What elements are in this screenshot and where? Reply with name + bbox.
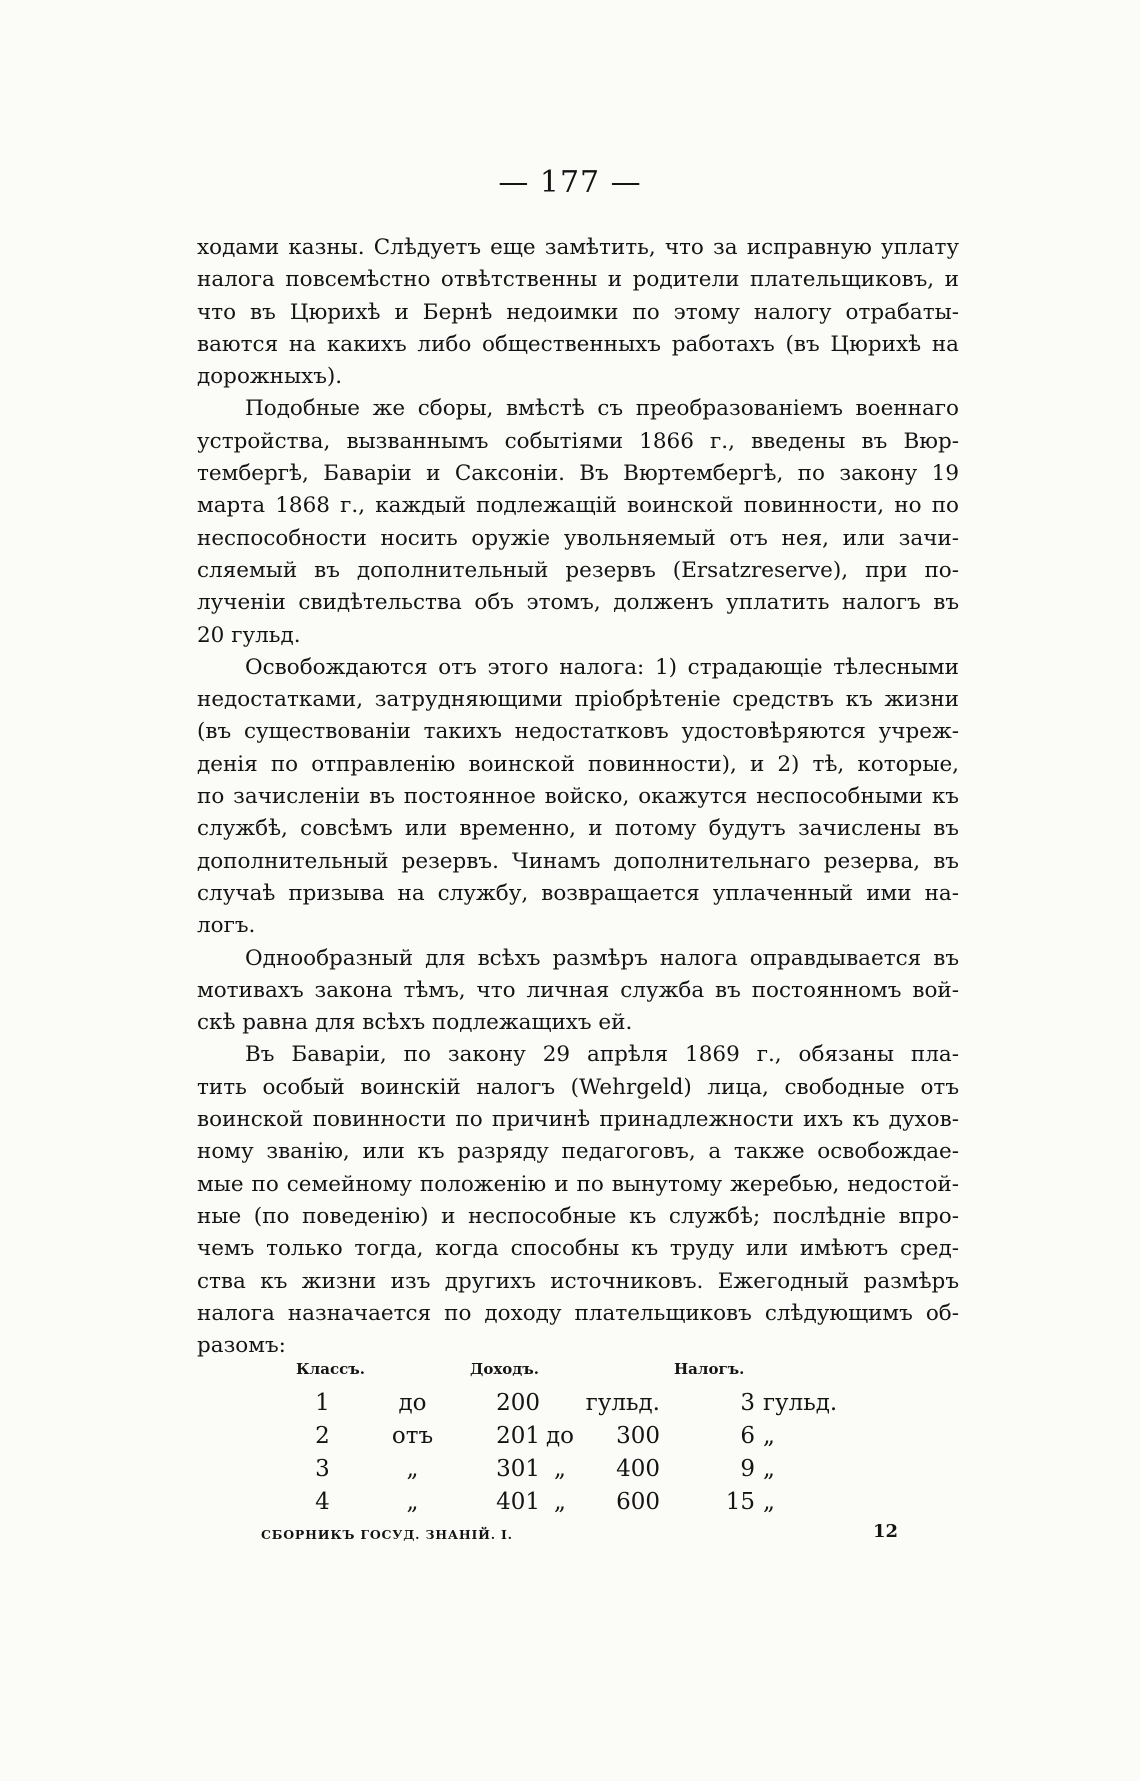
text-line: налога назначается по доходу плательщиковъ слѣдующимъ об- — [197, 1300, 959, 1326]
text-line: (въ существованіи такихъ недостатковъ удостовѣряются учреж- — [197, 719, 959, 745]
text-line: мые по семейному положенію и по вынутому жеребью, недостой- — [197, 1171, 959, 1197]
text-line: мотивахъ закона тѣмъ, что личная служба въ постоянномъ вой- — [197, 977, 959, 1003]
paragraph — [197, 232, 959, 393]
text-line: службѣ, совсѣмъ или временно, и потому будутъ зачислены въ — [197, 816, 959, 842]
text-line: недостатками, затрудняющими пріобрѣтеніе средствъ къ жизни — [197, 687, 959, 713]
income-to-cell: гульд. — [585, 1390, 660, 1416]
text-line: неспособности носить оружіе увольняемый отъ нея, или зачи- — [197, 525, 959, 551]
text-line: воинской повинности по причинѣ принадлежности ихъ къ духов- — [197, 1107, 959, 1133]
prefix-cell: отъ — [391, 1423, 434, 1449]
tax-cell: 6 — [740, 1423, 755, 1449]
class-header: Классъ. — [296, 1360, 365, 1378]
tax-table — [290, 1353, 853, 1519]
tax-cell: 3 — [740, 1390, 755, 1416]
signature-mark: СБОРНИКЪ ГОСУД. ЗНАНІЙ. I. — [261, 1527, 513, 1542]
tax-cell: 15 — [725, 1489, 755, 1515]
text-line: случаѣ призыва на службу, возвращается уплаченный ими на- — [197, 880, 959, 906]
unit-cell: „ — [763, 1456, 775, 1482]
class-cell: 2 — [315, 1423, 330, 1449]
table-row — [290, 1486, 853, 1519]
class-cell: 4 — [315, 1489, 330, 1515]
page-number: — 177 — — [498, 165, 642, 200]
text-line: дополнительный резервъ. Чинамъ дополнительнаго резерва, въ — [197, 848, 959, 874]
text-line: ваются на какихъ либо общественныхъ работахъ (въ Цюрихѣ на — [197, 331, 959, 357]
income-from-cell: 301 — [496, 1456, 540, 1482]
paragraph — [197, 943, 959, 1040]
text-line: чемъ только тогда, когда способны къ труду или имѣютъ сред- — [197, 1236, 959, 1262]
class-cell: 1 — [315, 1390, 330, 1416]
text-line: разомъ: — [197, 1333, 286, 1359]
text-line: ному званію, или къ разряду педагоговъ, а также освобождае- — [197, 1139, 959, 1165]
text-line: по зачисленіи въ постоянное войско, окажутся неспособными къ — [197, 784, 959, 810]
income-to-cell: 400 — [616, 1456, 660, 1482]
table-row — [290, 1420, 853, 1453]
text-line: Однообразный для всѣхъ размѣръ налога оправдывается въ — [245, 945, 959, 971]
text-line: денія по отправленію воинской повинности), и 2) тѣ, которые, — [197, 751, 959, 777]
unit-cell: „ — [763, 1423, 775, 1449]
text-line: устройства, вызваннымъ событіями 1866 г., введены въ Вюр- — [197, 428, 959, 454]
range-connector-cell: „ — [554, 1489, 566, 1515]
text-line: дорожныхъ). — [197, 364, 343, 390]
table-row — [290, 1453, 853, 1486]
text-line: марта 1868 г., каждый подлежащій воинской повинности, но по — [197, 493, 959, 519]
text-line: 20 гульд. — [197, 622, 301, 648]
range-connector-cell — [540, 1387, 580, 1420]
sheet-number: 12 — [873, 1521, 899, 1542]
table-header-row — [290, 1353, 853, 1387]
text-line: налога повсемѣстно отвѣтственны и родители плательщиковъ, и — [197, 267, 959, 293]
text-line: сляемый въ дополнительный резервъ (Ersatzreserve), при по- — [197, 557, 959, 583]
paragraph — [197, 393, 959, 651]
range-connector-cell: до — [545, 1423, 574, 1449]
text-line: скѣ равна для всѣхъ подлежащихъ ей. — [197, 1010, 633, 1036]
text-line: Въ Баваріи, по закону 29 апрѣля 1869 г., обязаны пла- — [245, 1042, 959, 1068]
income-to-cell: 300 — [616, 1423, 660, 1449]
income-to-cell: 600 — [616, 1489, 660, 1515]
income-from-cell: 200 — [496, 1390, 540, 1416]
prefix-cell: „ — [406, 1489, 419, 1515]
tax-cell: 9 — [740, 1456, 755, 1482]
unit-cell: „ — [763, 1489, 775, 1515]
prefix-cell: „ — [406, 1456, 419, 1482]
prefix-cell: до — [398, 1390, 427, 1416]
range-connector-cell: „ — [554, 1456, 566, 1482]
paragraph — [197, 1039, 959, 1362]
table-row — [290, 1387, 853, 1420]
income-from-cell: 401 — [496, 1489, 540, 1515]
text-line: тембергѣ, Баваріи и Саксоніи. Въ Вюртембергѣ, по закону 19 — [197, 461, 959, 487]
text-line: лученіи свидѣтельства объ этомъ, долженъ уплатить налогъ въ — [197, 590, 959, 616]
text-line: ные (по поведенію) и неспособные къ службѣ; послѣдніе впро- — [197, 1203, 959, 1229]
text-line: Освобождаются отъ этого налога: 1) страдающіе тѣлесными — [245, 654, 959, 680]
text-line: что въ Цюрихѣ и Бернѣ недоимки по этому налогу отрабаты- — [197, 299, 959, 325]
text-line: тить особый воинскій налогъ (Wehrgeld) лица, свободные отъ — [197, 1074, 959, 1100]
text-line: ходами казны. Слѣдуетъ еще замѣтить, что за исправную уплату — [197, 235, 959, 260]
income-header: Доходъ. — [470, 1360, 540, 1378]
text-body — [197, 232, 959, 1362]
text-line: Подобные же сборы, вмѣстѣ съ преобразованіемъ военнаго — [245, 396, 959, 422]
unit-cell: гульд. — [763, 1390, 838, 1416]
class-cell: 3 — [315, 1456, 330, 1482]
income-from-cell: 201 — [496, 1423, 540, 1449]
text-line: ства къ жизни изъ другихъ источниковъ. Ежегодный размѣръ — [197, 1268, 959, 1294]
tax-header: Налогъ. — [674, 1360, 745, 1378]
paragraph — [197, 652, 959, 943]
text-line: логъ. — [197, 913, 256, 939]
